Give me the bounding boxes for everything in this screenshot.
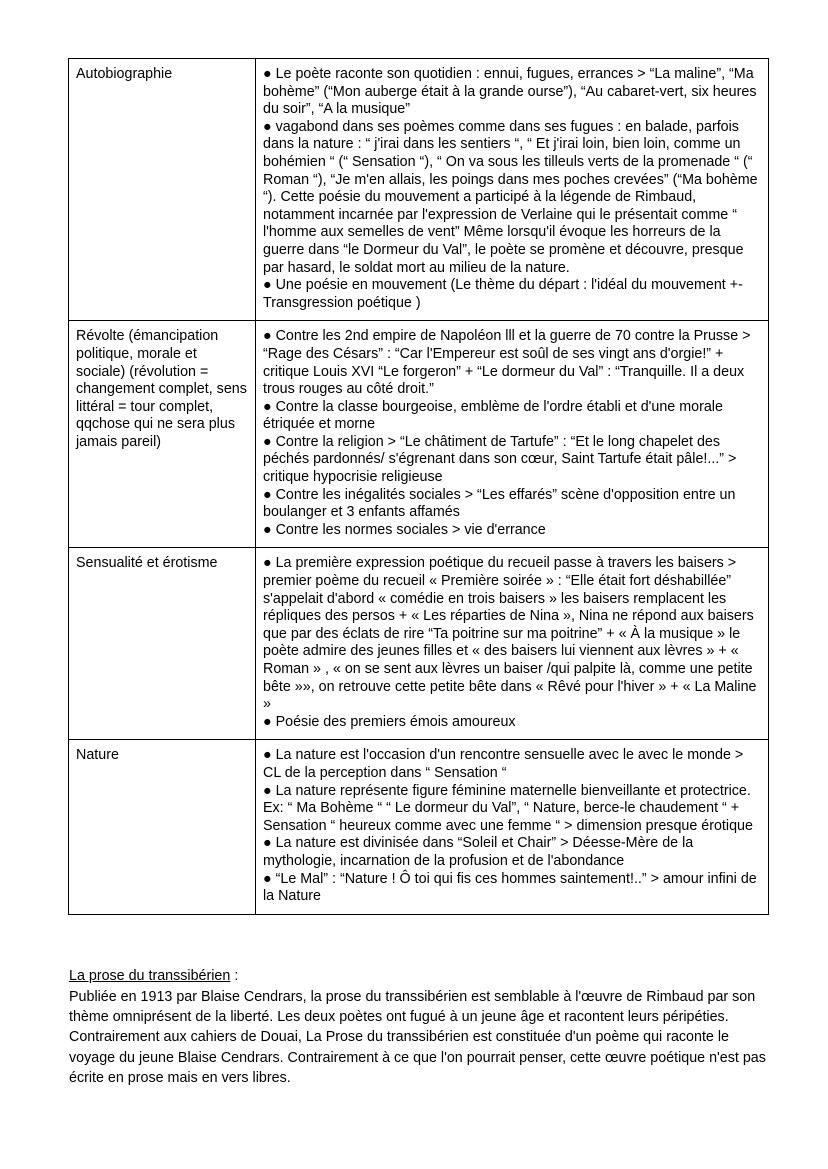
section-paragraph: Publiée en 1913 par Blaise Cendrars, la prose du transsibérien est semblable à l'œuvre de Rimbaud par son thème omniprésent de la liberté. Les deux poètes ont fugué à un jeune âge et racontent leurs péripéties. Contrairement aux cahiers de Douai, La Prose du transsibérien est constituée d'un poème qui raconte le voyage du jeune Blaise Cendrars. Contrairement à ce que l'on pourrait penser, cette œuvre poétique n'est pas écrite en prose mais en vers libres. <box>69 989 766 1086</box>
table-row <box>69 59 769 321</box>
bullet-item: ● Contre la classe bourgeoise, emblème de l'ordre établi et d'une morale étriquée et morne <box>263 398 723 433</box>
bullet-item: ● La nature est divinisée dans “Soleil et Chair” > Déesse-Mère de la mythologie, incarnation de la profusion et de l'abondance <box>263 835 694 869</box>
theme-cell: Révolte (émancipation politique, morale et sociale) (révolution = changement complet, sens littéral = tour complet, qqchose qui ne sera plus jamais pareil) <box>69 321 256 548</box>
bullet-item: ● “Le Mal” : “Nature ! Ô toi qui fis ces hommes saintement!..” > amour infini de la Nature <box>263 870 757 905</box>
table-row <box>69 321 769 548</box>
description-cell <box>256 59 769 321</box>
description-cell <box>256 740 769 914</box>
bullet-item: ● Une poésie en mouvement (Le thème du départ : l'idéal du mouvement +- Transgression poétique ) <box>263 277 743 311</box>
section-heading <box>69 967 238 985</box>
bullet-item: ● Poésie des premiers émois amoureux <box>263 713 516 730</box>
theme-cell: Nature <box>69 740 256 914</box>
section-title: La prose du transsibérien <box>69 968 231 984</box>
bullet-item: ● Contre les inégalités sociales > “Les effarés” scène d'opposition entre un boulanger et 3 enfants affamés <box>263 486 736 521</box>
bullet-item: ● Contre les normes sociales > vie d'errance <box>263 521 546 538</box>
bullet-item: ● La première expression poétique du recueil passe à travers les baisers > premier poème du recueil « Première soirée » : “Elle était fort déshabillée” s'appelait d'abord « comédie en trois baisers » les baisers remplacent les répliques des persos + « Les réparties de Nina », Nina ne répond aux baisers que par des éclats de rire “Ta poitrine sur ma poitrine” + « À la musique » le poète admire des jeunes filles et « des baisers lui viennent aux lèvres » + « Roman » , « on se sent aux lèvres un baiser /qui palpite là, comme une petite bête »», on retrouve cette petite bête dans « Rêvé pour l'hiver » + « La Maline » <box>263 555 757 713</box>
bullet-item: ● La nature représente figure féminine maternelle bienveillante et protectrice. Ex: “ Ma Bohème “ “ Le dormeur du Val”, “ Nature, berce-le chaudement “ + Sensation “ heureux comme avec une femme “ > dimension presque érotique <box>263 782 753 834</box>
bullet-item: ● Le poète raconte son quotidien : ennui, fugues, errances > “La maline”, “Ma bohème” (“Mon auberge était à la grande ourse”), “Au cabaret-vert, six heures du soir”, “A la musique” <box>263 66 757 118</box>
table-row <box>69 548 769 740</box>
bullet-item: ● Contre les 2nd empire de Napoléon lll et la guerre de 70 contre la Prusse > “Rage des Césars” : “Car l'Empereur est soûl de ses vingt ans d'orgie!” + critique Louis XVI “Le forgeron” + “Le dormeur du Val” : “Tranquille. Il a deux trous rouges au côté droit.” <box>263 328 751 398</box>
section-title-suffix: : <box>230 968 239 984</box>
bullet-item: ● La nature est l'occasion d'un rencontre sensuelle avec le avec le monde > CL de la perception dans “ Sensation “ <box>263 747 744 781</box>
themes-table <box>68 58 769 915</box>
theme-cell: Autobiographie <box>69 59 256 321</box>
theme-cell: Sensualité et érotisme <box>69 548 256 740</box>
bullet-item: ● vagabond dans ses poèmes comme dans ses fugues : en balade, parfois dans la nature : “ j'irai dans les sentiers “, “ Et j'irai loin, bien loin, comme un bohémien “ (“ Sensation “), “ On va sous les tilleuls verts de la promenade “ (“ Roman “), “Je m'en allais, les poings dans mes poches crevées” (“Ma bohème “). Cette poésie du mouvement a participé à la légende de Rimbaud, notamment incarnée par l'expression de Verlaine qui le présentait comme “ l'homme aux semelles de vent” Même lorsqu'il évoque les horreurs de la guerre dans “le Dormeur du Val”, le poète se promène et découvre, presque par hasard, le soldat mort au milieu de la nature. <box>263 118 758 276</box>
bullet-item: ● Contre la religion > “Le châtiment de Tartufe” : “Et le long chapelet des péchés pardonnés/ s'égrenant dans son cœur, Saint Tartufe était pâle!...” > critique hypocrisie religieuse <box>263 433 737 486</box>
description-cell <box>256 321 769 548</box>
table-row <box>69 740 769 914</box>
description-cell <box>256 548 769 740</box>
